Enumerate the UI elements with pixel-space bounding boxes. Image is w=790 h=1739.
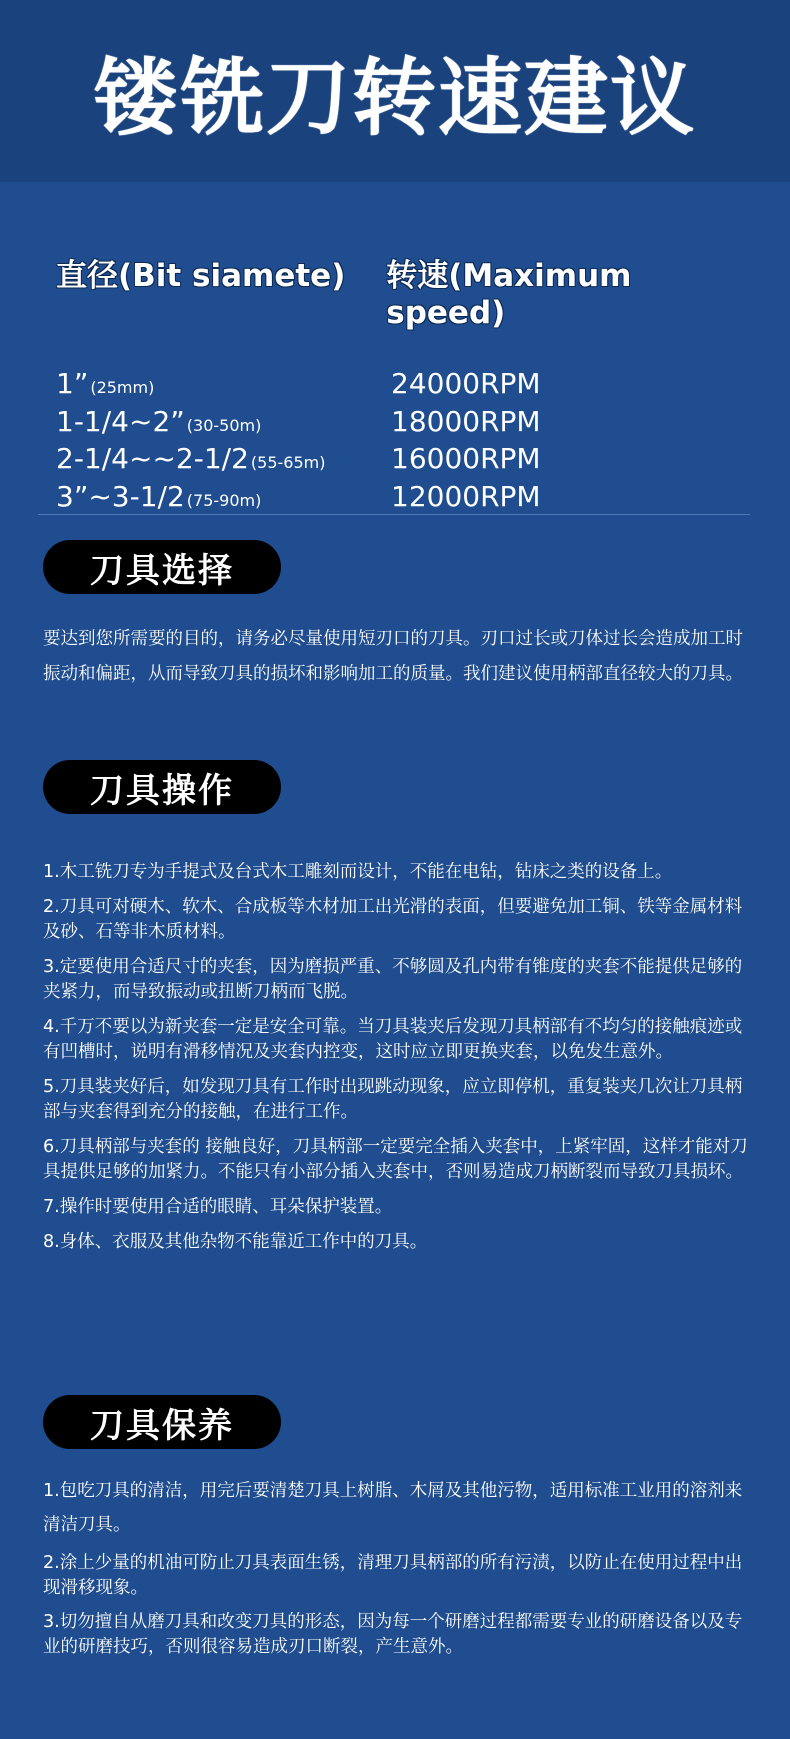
page-title: 镂铣刀转速建议 <box>93 48 696 147</box>
header-speed: 转速(Maximum speed) <box>386 258 632 331</box>
list-item: 1.包吃刀具的清洁，用完后要清楚刀具上树脂、木屑及其他污物，适用标准工业用的溶剂来清洁刀具。 <box>43 1481 743 1535</box>
speed-row <box>56 367 756 405</box>
speed-row <box>56 480 756 518</box>
heading-tool-maintenance: 刀具保养 <box>43 1395 281 1449</box>
list-item: 1.木工铣刀专为手提式及台式木工雕刻而设计，不能在电钻，钻床之类的设备上。 <box>43 862 673 882</box>
header-banner <box>0 0 790 182</box>
header-diameter: 直径(Bit siamete) <box>56 258 346 294</box>
section-divider <box>38 514 750 515</box>
list-item: 2.涂上少量的机油可防止刀具表面生锈，清理刀具柄部的所有污渍，以防止在使用过程中出现滑移现象。 <box>43 1553 743 1598</box>
bit-size-mm: (25mm) <box>90 378 155 397</box>
list-item: 6.刀具柄部与夹套的 接触良好，刀具柄部一定要完全插入夹套中，上紧牢固，这样才能对刀具提供足够的加紧力。不能只有小部分插入夹套中，否则易造成刀柄断裂而导致刀具损坏。 <box>43 1137 748 1182</box>
speed-table-header <box>56 250 756 331</box>
rpm-value: 16000RPM <box>391 442 541 475</box>
rpm-value: 12000RPM <box>391 479 541 513</box>
speed-row <box>56 405 756 443</box>
rpm-value: 24000RPM <box>391 367 541 400</box>
bit-size: 1-1/4~2” <box>56 404 185 438</box>
speed-row <box>56 442 756 480</box>
heading-tool-selection: 刀具选择 <box>43 540 281 594</box>
list-item: 8.身体、衣服及其他杂物不能靠近工作中的刀具。 <box>43 1232 428 1252</box>
speed-table <box>56 250 756 517</box>
tool-operation-list <box>43 860 755 1265</box>
bit-size: 3”~3-1/2 <box>56 479 185 513</box>
tool-maintenance-list <box>43 1474 755 1669</box>
bit-size-mm: (75-90m) <box>186 490 262 510</box>
list-item: 3.定要使用合适尺寸的夹套，因为磨损严重、不够圆及孔内带有锥度的夹套不能提供足够的夹紧力，而导致振动或扭断刀柄而飞脱。 <box>43 957 743 1002</box>
list-item: 5.刀具装夹好后，如发现刀具有工作时出现跳动现象，应立即停机，重复装夹几次让刀具柄部与夹套得到充分的接触，在进行工作。 <box>43 1077 743 1122</box>
list-item: 7.操作时要使用合适的眼睛、耳朵保护装置。 <box>43 1197 393 1217</box>
bit-size-mm: (55-65m) <box>250 453 326 472</box>
bit-size: 2-1/4~~2-1/2 <box>56 442 249 475</box>
bit-size-mm: (30-50m) <box>186 415 262 435</box>
heading-tool-operation: 刀具操作 <box>43 760 281 814</box>
bit-size: 1” <box>56 367 89 400</box>
list-item: 2.刀具可对硬木、软木、合成板等木材加工出光滑的表面，但要避免加工铜、铁等金属材料及砂、石等非木质材料。 <box>43 897 743 942</box>
tool-selection-text: 要达到您所需要的目的，请务必尽量使用短刃口的刀具。刃口过长或刀体过长会造成加工时振动和偏距，从而导致刀具的损坏和影响加工的质量。我们建议使用柄部直径较大的刀具。 <box>43 629 743 684</box>
list-item: 4.千万不要以为新夹套一定是安全可靠。当刀具装夹后发现刀具柄部有不均匀的接触痕迹或有凹槽时，说明有滑移情况及夹套内控变，这时应立即更换夹套，以免发生意外。 <box>43 1017 743 1062</box>
list-item: 3.切勿擅自从磨刀具和改变刀具的形态，因为每一个研磨过程都需要专业的研磨设备以及专业的研磨技巧，否则很容易造成刃口断裂，产生意外。 <box>43 1612 743 1657</box>
rpm-value: 18000RPM <box>391 404 541 438</box>
